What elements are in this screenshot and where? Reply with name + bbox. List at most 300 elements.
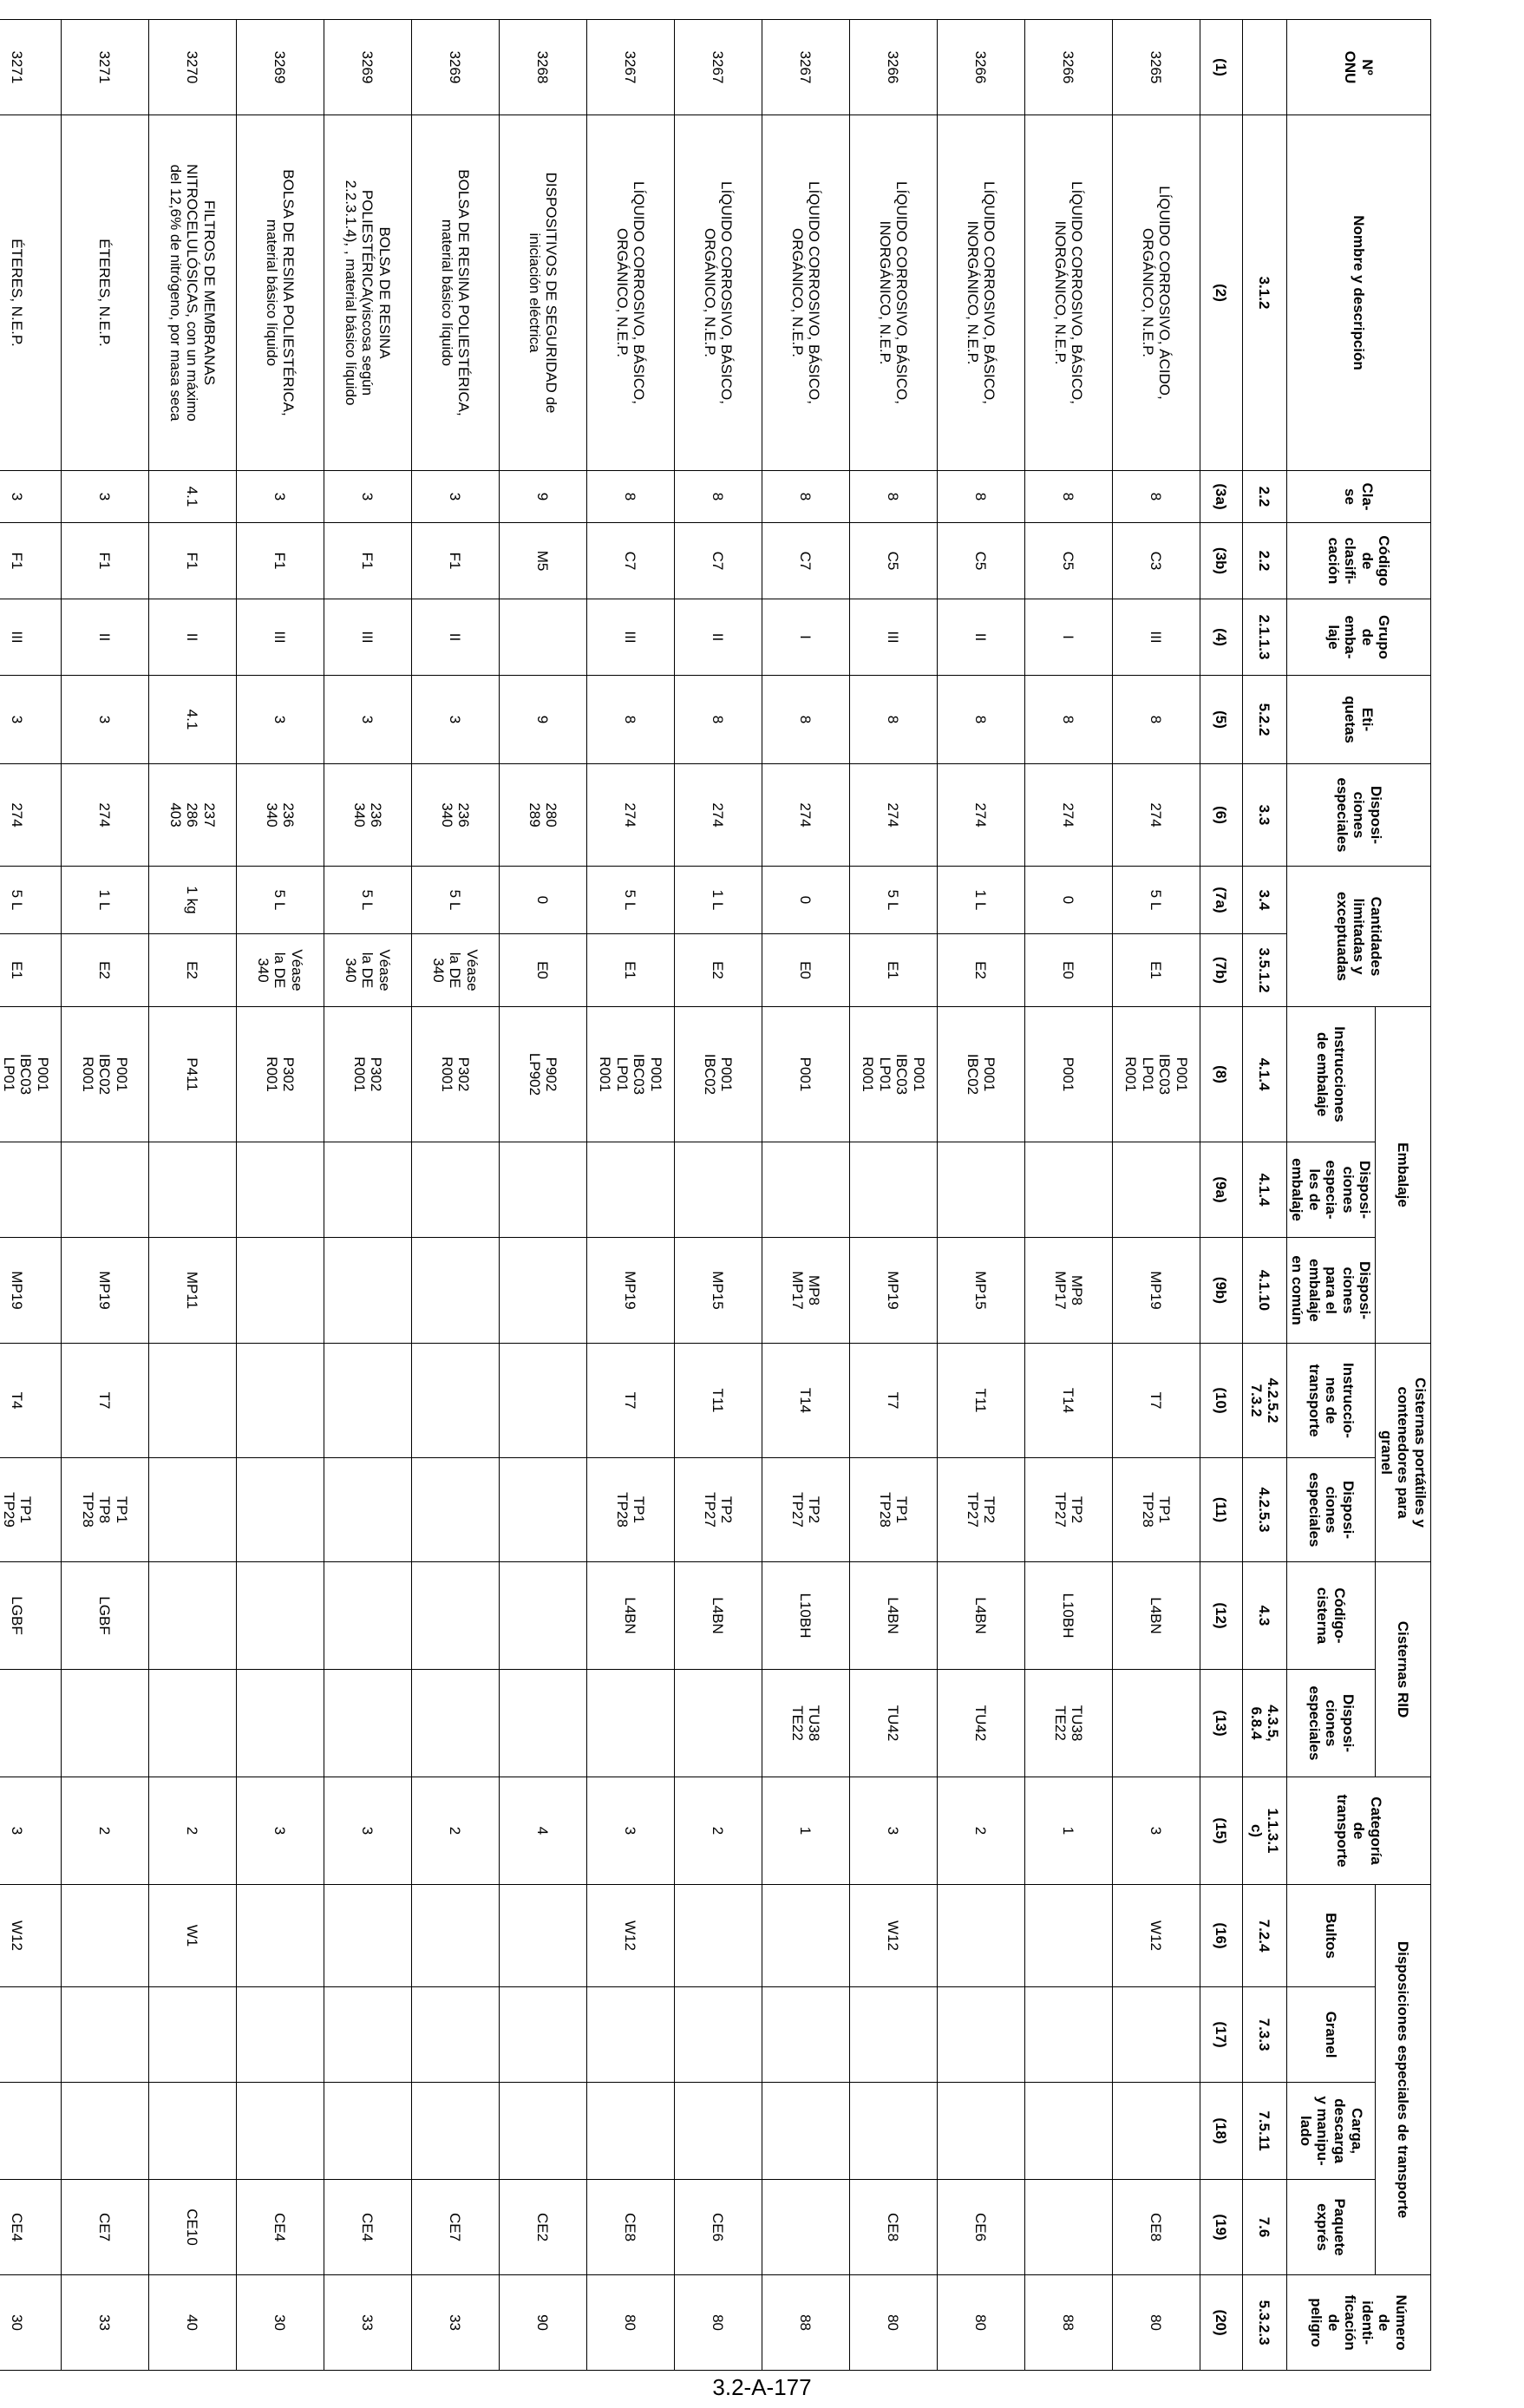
column-number: (5) <box>1200 676 1242 764</box>
un-number-cell: 3270 <box>148 20 236 115</box>
table-cell <box>148 2083 236 2180</box>
table-cell <box>937 1987 1024 2083</box>
column-number: (15) <box>1200 1777 1242 1885</box>
table-row <box>148 20 236 2371</box>
column-number: (4) <box>1200 599 1242 676</box>
name-cell: LÍQUIDO CORROSIVO, BÁSICO, INORGÁNICO, N.E.P. <box>849 115 937 471</box>
table-cell: C5 <box>849 523 937 599</box>
table-cell: T7 <box>61 1344 148 1458</box>
table-cell: 5 L <box>1112 867 1200 934</box>
table-cell: CE6 <box>674 2180 762 2275</box>
table-cell: C5 <box>937 523 1024 599</box>
table-cell: 88 <box>762 2275 849 2371</box>
table-cell <box>937 2083 1024 2180</box>
column-number: (19) <box>1200 2180 1242 2275</box>
table-cell: M5 <box>499 523 586 599</box>
header-cisternas-rid: Cisternas RID <box>1376 1562 1431 1777</box>
table-cell <box>411 1238 499 1344</box>
table-cell: III <box>236 599 324 676</box>
table-cell: T11 <box>674 1344 762 1458</box>
table-cell: III <box>0 599 61 676</box>
table-cell: 33 <box>61 2275 148 2371</box>
table-cell: T14 <box>1024 1344 1112 1458</box>
table-cell: 274 <box>1024 764 1112 867</box>
table-cell: E0 <box>1024 934 1112 1007</box>
table-cell: 0 <box>499 867 586 934</box>
table-cell: CE4 <box>0 2180 61 2275</box>
table-cell <box>586 1142 674 1238</box>
table-cell: 1 <box>1024 1777 1112 1885</box>
table-row <box>61 20 148 2371</box>
column-number: (7b) <box>1200 934 1242 1007</box>
table-cell: 1 L <box>674 867 762 934</box>
table-cell: 2 <box>937 1777 1024 1885</box>
table-cell: E0 <box>762 934 849 1007</box>
table-cell: CE7 <box>411 2180 499 2275</box>
un-number-cell: 3266 <box>849 20 937 115</box>
table-cell: MP15 <box>674 1238 762 1344</box>
table-cell: 30 <box>236 2275 324 2371</box>
un-number-cell: 3267 <box>674 20 762 115</box>
table-row <box>499 20 586 2371</box>
table-cell <box>674 1885 762 1987</box>
table-cell <box>411 1987 499 2083</box>
table-cell: 4 <box>499 1777 586 1885</box>
ref-cell: 4.1.4 <box>1242 1142 1286 1238</box>
table-cell <box>236 1344 324 1458</box>
table-cell: MP15 <box>937 1238 1024 1344</box>
column-number: (7a) <box>1200 867 1242 934</box>
table-cell: P001 IBC02 R001 <box>61 1007 148 1142</box>
table-cell <box>499 1670 586 1777</box>
table-cell: 8 <box>1112 676 1200 764</box>
table-cell <box>148 1670 236 1777</box>
table-cell: 5 L <box>324 867 411 934</box>
table-cell <box>586 1987 674 2083</box>
table-cell: E2 <box>674 934 762 1007</box>
table-cell <box>411 1142 499 1238</box>
table-cell: TU42 <box>849 1670 937 1777</box>
header-disp-embalaje-comun: Disposi- ciones para el embalaje en común <box>1286 1238 1376 1344</box>
table-cell <box>937 1142 1024 1238</box>
table-cell: 3 <box>236 676 324 764</box>
table-row <box>674 20 762 2371</box>
table-cell: 8 <box>1024 471 1112 523</box>
table-cell: TP1 TP8 TP28 <box>61 1458 148 1562</box>
table-cell: 5 L <box>411 867 499 934</box>
table-cell <box>411 1885 499 1987</box>
table-cell <box>1112 1142 1200 1238</box>
table-cell: F1 <box>236 523 324 599</box>
table-cell: 80 <box>674 2275 762 2371</box>
column-number: (12) <box>1200 1562 1242 1670</box>
table-cell: 5 L <box>236 867 324 934</box>
ref-cell: 3.3 <box>1242 764 1286 867</box>
name-cell: LÍQUIDO CORROSIVO, BÁSICO, ORGÁNICO, N.E.P. <box>586 115 674 471</box>
name-cell: ÉTERES, N.E.P. <box>61 115 148 471</box>
table-cell: 8 <box>674 471 762 523</box>
table-cell <box>1024 2180 1112 2275</box>
table-cell <box>411 2083 499 2180</box>
table-cell: 3 <box>324 471 411 523</box>
table-cell: MP8 MP17 <box>762 1238 849 1344</box>
table-cell: 3 <box>1112 1777 1200 1885</box>
table-cell: MP19 <box>1112 1238 1200 1344</box>
table-cell: F1 <box>148 523 236 599</box>
column-number: (11) <box>1200 1458 1242 1562</box>
table-cell: 8 <box>1112 471 1200 523</box>
table-cell: CE10 <box>148 2180 236 2275</box>
table-cell <box>236 1885 324 1987</box>
table-cell: 30 <box>0 2275 61 2371</box>
table-cell: T7 <box>849 1344 937 1458</box>
header-grupo-embalaje: Grupo de emba- laje <box>1286 599 1430 676</box>
name-cell: LÍQUIDO CORROSIVO, BÁSICO, INORGÁNICO, N.E.P. <box>937 115 1024 471</box>
table-cell: F1 <box>61 523 148 599</box>
un-number-cell: 3266 <box>1024 20 1112 115</box>
table-cell <box>148 1987 236 2083</box>
table-cell <box>61 1987 148 2083</box>
table-cell: MP19 <box>61 1238 148 1344</box>
ref-cell: 5.2.2 <box>1242 676 1286 764</box>
table-cell <box>762 1885 849 1987</box>
table-cell: C7 <box>762 523 849 599</box>
un-number-cell: 3271 <box>0 20 61 115</box>
table-cell: 2 <box>674 1777 762 1885</box>
table-cell <box>324 2083 411 2180</box>
table-cell: 88 <box>1024 2275 1112 2371</box>
ref-cell: 4.1.10 <box>1242 1238 1286 1344</box>
table-cell: T4 <box>0 1344 61 1458</box>
table-cell: 236 340 <box>411 764 499 867</box>
table-cell <box>499 1344 586 1458</box>
column-number: (13) <box>1200 1670 1242 1777</box>
table-cell: 2 <box>148 1777 236 1885</box>
table-row <box>762 20 849 2371</box>
table-cell: TP2 TP27 <box>762 1458 849 1562</box>
header-cantidades: Cantidades limitadas y exceptuadas <box>1286 867 1430 1007</box>
table-cell: TP1 TP28 <box>849 1458 937 1562</box>
table-cell: 5 L <box>849 867 937 934</box>
table-cell <box>0 1670 61 1777</box>
ref-cell: 4.2.5.2 7.3.2 <box>1242 1344 1286 1458</box>
table-row <box>324 20 411 2371</box>
name-cell: ÉTERES, N.E.P. <box>0 115 61 471</box>
table-cell <box>586 2083 674 2180</box>
table-cell: E1 <box>586 934 674 1007</box>
table-cell: CE4 <box>236 2180 324 2275</box>
un-number-cell: 3267 <box>762 20 849 115</box>
table-cell: 8 <box>937 676 1024 764</box>
table-row <box>937 20 1024 2371</box>
table-cell: 0 <box>762 867 849 934</box>
name-cell: LÍQUIDO CORROSIVO, ÁCIDO, ORGÁNICO, N.E.P. <box>1112 115 1200 471</box>
table-cell: P302 R001 <box>411 1007 499 1142</box>
table-cell: II <box>674 599 762 676</box>
table-cell: P001 <box>762 1007 849 1142</box>
table-cell <box>236 2083 324 2180</box>
table-cell: P302 R001 <box>236 1007 324 1142</box>
table-cell: C3 <box>1112 523 1200 599</box>
table-cell: L10BH <box>762 1562 849 1670</box>
table-cell: 33 <box>324 2275 411 2371</box>
header-un-number: Nº ONU <box>1286 20 1430 115</box>
column-number-row <box>1200 20 1242 2371</box>
table-cell <box>411 1562 499 1670</box>
header-embalaje: Embalaje <box>1376 1007 1431 1344</box>
table-cell: 8 <box>849 471 937 523</box>
table-cell: C7 <box>674 523 762 599</box>
table-cell: L4BN <box>849 1562 937 1670</box>
table-row <box>849 20 937 2371</box>
header-paquete-expres: Paquete exprés <box>1286 2180 1376 2275</box>
header-etiquetas: Eti- quetas <box>1286 676 1430 764</box>
table-cell: L4BN <box>674 1562 762 1670</box>
table-row <box>1112 20 1200 2371</box>
table-body <box>0 20 1200 2371</box>
table-cell: 274 <box>849 764 937 867</box>
table-cell <box>1112 2083 1200 2180</box>
table-cell: TU42 <box>937 1670 1024 1777</box>
ref-cell: 1.1.3.1 c) <box>1242 1777 1286 1885</box>
table-cell <box>1112 1670 1200 1777</box>
header-categoria-transporte: Categoría de transporte <box>1286 1777 1430 1885</box>
table-cell: TP1 TP28 <box>1112 1458 1200 1562</box>
table-cell <box>762 2180 849 2275</box>
ref-cell: 4.3.5, 6.8.4 <box>1242 1670 1286 1777</box>
table-cell: E2 <box>61 934 148 1007</box>
table-cell: L4BN <box>586 1562 674 1670</box>
table-cell: Véase la DE 340 <box>236 934 324 1007</box>
table-cell: 274 <box>586 764 674 867</box>
table-cell: 33 <box>411 2275 499 2371</box>
table-cell <box>762 1142 849 1238</box>
header-carga-descarga: Carga, descarga y manipu- lado <box>1286 2083 1376 2180</box>
ref-cell: 4.3 <box>1242 1562 1286 1670</box>
table-cell <box>324 1458 411 1562</box>
name-cell: BOLSA DE RESINA POLIESTÉRICA, material básico líquido <box>411 115 499 471</box>
table-cell: 80 <box>937 2275 1024 2371</box>
table-cell: III <box>1112 599 1200 676</box>
table-cell <box>61 1885 148 1987</box>
table-cell: TP2 TP27 <box>937 1458 1024 1562</box>
table-cell: 274 <box>762 764 849 867</box>
table-cell <box>499 1458 586 1562</box>
table-cell: T11 <box>937 1344 1024 1458</box>
table-cell: 3 <box>236 471 324 523</box>
table-cell: F1 <box>0 523 61 599</box>
column-number: (1) <box>1200 20 1242 115</box>
table-cell <box>849 1987 937 2083</box>
ref-cell: 3.5.1.2 <box>1242 934 1286 1007</box>
header-disp-especiales-embalaje: Disposi- ciones especia- les de embalaje <box>1286 1142 1376 1238</box>
table-cell: 3 <box>411 471 499 523</box>
column-number: (17) <box>1200 1987 1242 2083</box>
table-cell: P411 <box>148 1007 236 1142</box>
header-instrucciones-embalaje: Instrucciones de embalaje <box>1286 1007 1376 1142</box>
table-cell: MP11 <box>148 1238 236 1344</box>
un-number-cell: 3271 <box>61 20 148 115</box>
table-cell: 274 <box>674 764 762 867</box>
table-cell <box>499 1885 586 1987</box>
table-cell: 3 <box>0 1777 61 1885</box>
table-cell: MP19 <box>849 1238 937 1344</box>
table-cell: 236 340 <box>324 764 411 867</box>
table-cell <box>1112 1987 1200 2083</box>
table-cell <box>236 1670 324 1777</box>
table-cell <box>586 1670 674 1777</box>
table-cell: III <box>849 599 937 676</box>
un-number-cell: 3269 <box>236 20 324 115</box>
table-cell <box>762 1987 849 2083</box>
table-row <box>411 20 499 2371</box>
table-cell <box>499 2083 586 2180</box>
table-cell: 1 L <box>937 867 1024 934</box>
table-cell <box>499 599 586 676</box>
table-cell: II <box>411 599 499 676</box>
table-cell: T7 <box>1112 1344 1200 1458</box>
table-cell: 8 <box>674 676 762 764</box>
table-row <box>0 20 61 2371</box>
column-number: (2) <box>1200 115 1242 471</box>
table-cell: 8 <box>1024 676 1112 764</box>
table-cell <box>324 1238 411 1344</box>
column-number: (9a) <box>1200 1142 1242 1238</box>
ref-cell: 7.6 <box>1242 2180 1286 2275</box>
table-cell: 8 <box>849 676 937 764</box>
un-number-cell: 3267 <box>586 20 674 115</box>
table-cell: L4BN <box>937 1562 1024 1670</box>
table-cell: W12 <box>0 1885 61 1987</box>
table-cell: Véase la DE 340 <box>411 934 499 1007</box>
table-cell: W12 <box>586 1885 674 1987</box>
table-cell <box>61 2083 148 2180</box>
table-cell <box>1024 2083 1112 2180</box>
header-codigo-cisterna: Código- cisterna <box>1286 1562 1376 1670</box>
ref-cell: 2.2 <box>1242 471 1286 523</box>
ref-cell <box>1242 20 1286 115</box>
table-cell: II <box>937 599 1024 676</box>
table-cell: 8 <box>937 471 1024 523</box>
table-cell: 40 <box>148 2275 236 2371</box>
table-cell: CE8 <box>1112 2180 1200 2275</box>
table-cell: W1 <box>148 1885 236 1987</box>
un-number-cell: 3268 <box>499 20 586 115</box>
name-cell: LÍQUIDO CORROSIVO, BÁSICO, ORGÁNICO, N.E.P. <box>674 115 762 471</box>
table-cell: 3 <box>236 1777 324 1885</box>
header-name-description: Nombre y descripción <box>1286 115 1430 471</box>
un-number-cell: 3269 <box>411 20 499 115</box>
table-cell: 236 340 <box>236 764 324 867</box>
un-number-cell: 3266 <box>937 20 1024 115</box>
table-cell: 3 <box>849 1777 937 1885</box>
table-cell: I <box>762 599 849 676</box>
table-cell <box>324 1987 411 2083</box>
ref-cell: 4.1.4 <box>1242 1007 1286 1142</box>
table-cell: F1 <box>324 523 411 599</box>
table-cell: E2 <box>937 934 1024 1007</box>
table-cell <box>499 1238 586 1344</box>
table-cell: CE8 <box>849 2180 937 2275</box>
table-cell <box>0 1987 61 2083</box>
table-cell <box>148 1458 236 1562</box>
table-cell: E1 <box>849 934 937 1007</box>
table-cell: P001 IBC02 <box>937 1007 1024 1142</box>
table-cell: CE2 <box>499 2180 586 2275</box>
table-cell: E0 <box>499 934 586 1007</box>
table-cell <box>674 2083 762 2180</box>
header-codigo-clasificacion: Código de clasifi- cación <box>1286 523 1430 599</box>
table-cell: 3 <box>61 676 148 764</box>
table-cell: II <box>61 599 148 676</box>
table-cell: MP19 <box>0 1238 61 1344</box>
table-cell: 3 <box>411 676 499 764</box>
table-cell: 3 <box>0 676 61 764</box>
ref-cell: 2.1.1.3 <box>1242 599 1286 676</box>
table-cell <box>236 1238 324 1344</box>
table-cell: T7 <box>586 1344 674 1458</box>
table-cell <box>762 2083 849 2180</box>
header-disposiciones-especiales: Disposi- ciones especiales <box>1286 764 1430 867</box>
table-cell <box>0 2083 61 2180</box>
table-cell <box>1024 1142 1112 1238</box>
table-cell: F1 <box>411 523 499 599</box>
table-cell: 9 <box>499 676 586 764</box>
table-cell: II <box>148 599 236 676</box>
table-cell <box>236 1458 324 1562</box>
name-cell: BOLSA DE RESINA POLIESTÉRICA, material básico líquido <box>236 115 324 471</box>
table-cell <box>324 1142 411 1238</box>
table-cell: 3 <box>324 1777 411 1885</box>
header-granel: Granel <box>1286 1987 1376 2083</box>
table-cell: LGBF <box>61 1562 148 1670</box>
table-cell: 274 <box>61 764 148 867</box>
ref-cell: 7.3.3 <box>1242 1987 1286 2083</box>
table-cell: 4.1 <box>148 676 236 764</box>
table-cell: P302 R001 <box>324 1007 411 1142</box>
table-row <box>236 20 324 2371</box>
table-cell <box>937 1885 1024 1987</box>
table-cell: L4BN <box>1112 1562 1200 1670</box>
table-cell: CE8 <box>586 2180 674 2275</box>
table-cell: 274 <box>937 764 1024 867</box>
table-cell: 1 L <box>61 867 148 934</box>
table-cell: P001 IBC03 LP01 R001 <box>586 1007 674 1142</box>
header-numero-peligro: Número de identi- ficación de peligro <box>1286 2275 1430 2371</box>
table-cell: 80 <box>586 2275 674 2371</box>
table-cell: C5 <box>1024 523 1112 599</box>
table-cell: 2 <box>411 1777 499 1885</box>
table-cell <box>411 1344 499 1458</box>
header-bultos: Bultos <box>1286 1885 1376 1987</box>
table-cell <box>1024 1885 1112 1987</box>
table-cell: P001 IBC03 LP01 R001 <box>1112 1007 1200 1142</box>
table-cell <box>236 1142 324 1238</box>
table-cell: TP1 TP29 <box>0 1458 61 1562</box>
table-cell: TU38 TE22 <box>1024 1670 1112 1777</box>
table-cell: 80 <box>1112 2275 1200 2371</box>
table-cell <box>1024 1987 1112 2083</box>
header-cisternas-portatiles: Cisternas portátiles y contenedores para granel <box>1376 1344 1431 1562</box>
ref-cell: 3.1.2 <box>1242 115 1286 471</box>
table-cell <box>61 1142 148 1238</box>
table-cell: 0 <box>1024 867 1112 934</box>
table-cell <box>499 1142 586 1238</box>
table-cell: P001 IBC03 LP01 <box>0 1007 61 1142</box>
page-number: 3.2-A-177 <box>712 2374 812 2400</box>
un-number-cell: 3265 <box>1112 20 1200 115</box>
name-cell: LÍQUIDO CORROSIVO, BÁSICO, INORGÁNICO, N.E.P. <box>1024 115 1112 471</box>
